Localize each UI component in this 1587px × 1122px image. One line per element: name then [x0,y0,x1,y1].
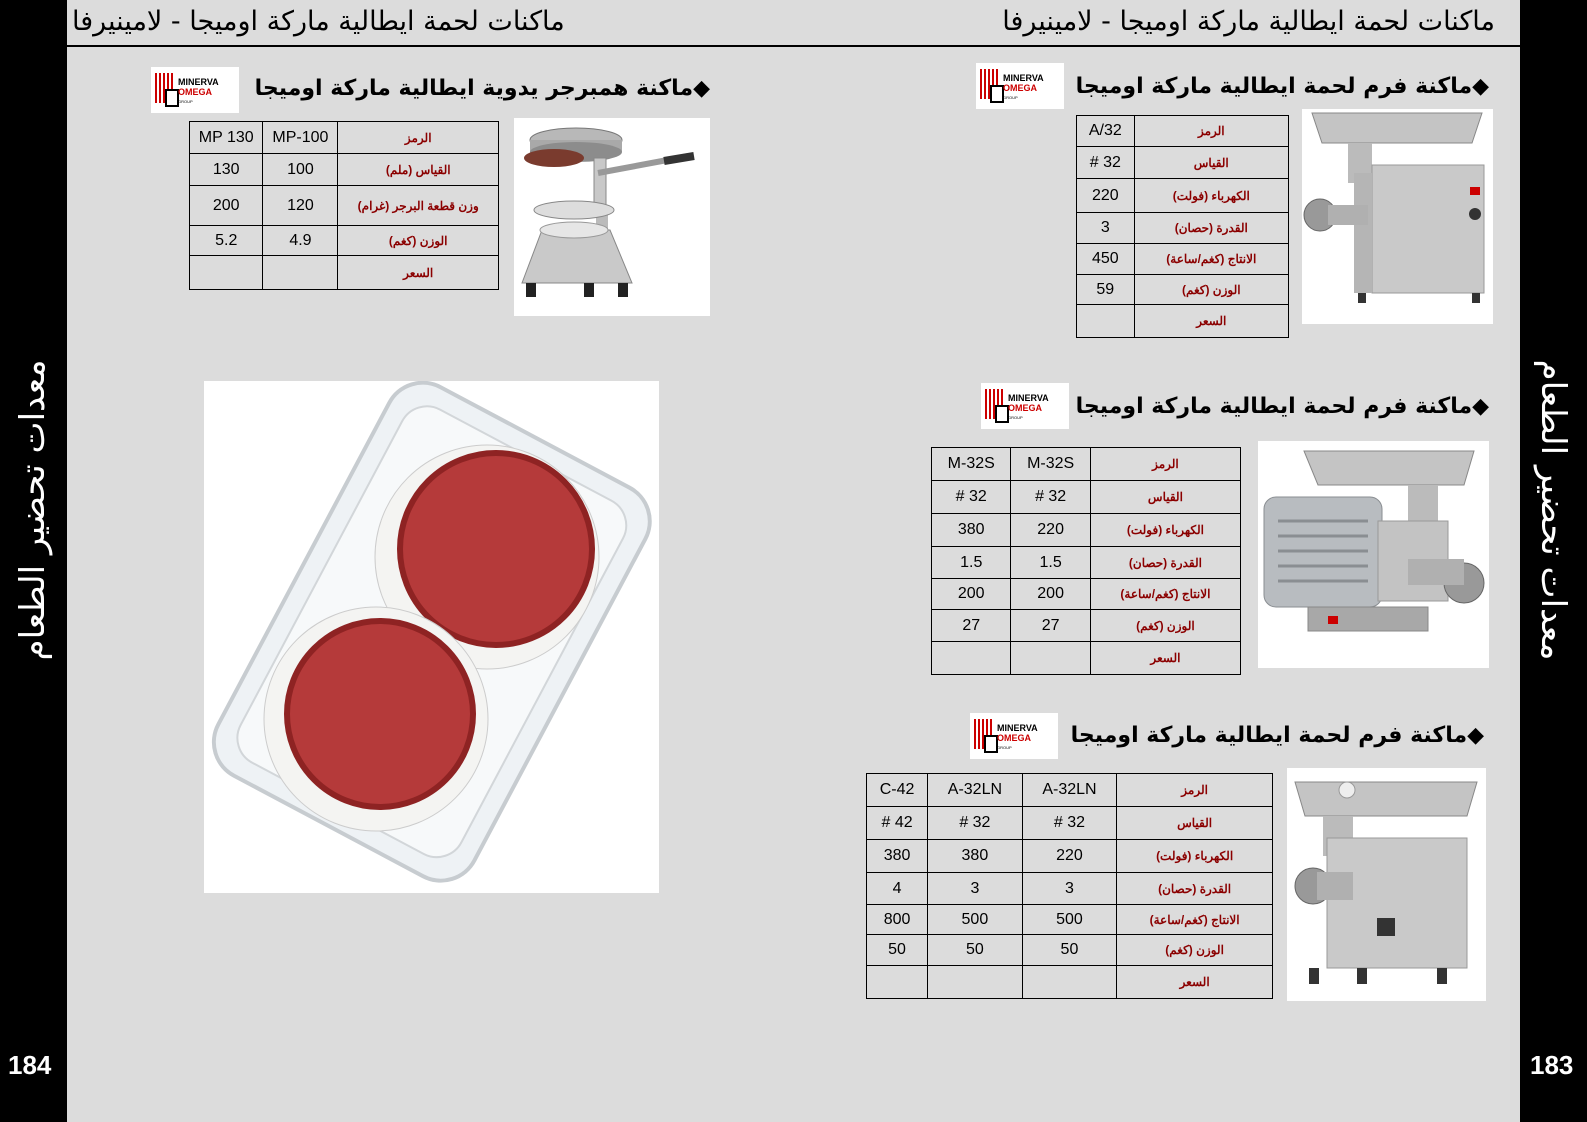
table-cell: 220 [1077,179,1135,213]
table-row [932,610,1241,642]
table-cell: 380 [928,840,1023,873]
mincer3-photo [1287,768,1486,1001]
table-row [867,966,1273,999]
table-row [932,481,1241,514]
table-cell: 32 # [932,481,1011,514]
mincer3-section-title: ◆ماكنة فرم لحمة ايطالية ماركة اوميجا [1070,723,1484,748]
table-row [932,514,1241,547]
table-cell: 27 [1011,610,1090,642]
table-cell: 59 [1077,275,1135,305]
row-label: الانتاج (كغم/ساعة) [1117,905,1273,935]
table-cell: 120 [263,186,338,226]
table-cell: 4 [867,873,928,905]
row-label: القياس [1134,147,1288,179]
table-row [1077,213,1289,244]
row-label: القياس [1090,481,1240,514]
row-label: القياس (ملم) [338,154,499,186]
table-cell: 32 # [928,807,1023,840]
table-cell: 1.5 [1011,547,1090,579]
table-cell: 32 # [1077,147,1135,179]
minerva-omega-logo: MINERVA OMEGA GROUP [151,67,239,113]
table-cell: 220 [1022,840,1117,873]
table-cell: 200 [190,186,263,226]
row-label: القدرة (حصان) [1090,547,1240,579]
table-row [867,840,1273,873]
table-cell: 50 [928,935,1023,966]
row-label: الرمز [1090,448,1240,481]
table-cell: 380 [932,514,1011,547]
left-side-title: معدات تحضير الطعام [13,359,53,661]
table-row [1077,244,1289,275]
right-side-title: معدات تحضير الطعام [1533,359,1573,661]
table-cell: A-32LN [1022,774,1117,807]
table-cell: 380 [867,840,928,873]
right-header-title: ماكنات لحمة ايطالية ماركة اوميجا - لامينيرفا [1002,6,1495,37]
table-cell: 130 [190,154,263,186]
mincer1-section-title: ◆ماكنة فرم لحمة ايطالية ماركة اوميجا [1075,74,1489,99]
table-cell: MP 130 [190,122,263,154]
table-cell: 32 # [1011,481,1090,514]
right-sidebar [1520,0,1587,1122]
row-label: القياس [1117,807,1273,840]
table-row [932,547,1241,579]
burger-spec-table [189,121,499,290]
table-row [867,807,1273,840]
table-cell: C-42 [867,774,928,807]
table-cell [932,642,1011,675]
table-row [190,226,499,256]
table-cell: A/32 [1077,116,1135,147]
table-row [932,579,1241,610]
minerva-omega-logo: MINERVA OMEGA GROUP [970,713,1058,759]
row-label: الرمز [1117,774,1273,807]
table-cell: 500 [1022,905,1117,935]
table-cell: 50 [1022,935,1117,966]
table-cell [1022,966,1117,999]
table-cell: 5.2 [190,226,263,256]
table-cell [1077,305,1135,338]
table-cell: M-32S [932,448,1011,481]
right-page-number: 183 [1530,1050,1574,1080]
table-cell: 450 [1077,244,1135,275]
table-row [1077,275,1289,305]
header-divider [67,45,1520,47]
left-sidebar [0,0,67,1122]
table-row [190,122,499,154]
table-cell: 100 [263,154,338,186]
table-cell: 42 # [867,807,928,840]
row-label: السعر [1134,305,1288,338]
mincer1-photo [1302,109,1493,324]
mincer2-spec-table [931,447,1241,675]
row-label: الكهرباء (فولت) [1117,840,1273,873]
table-cell [1011,642,1090,675]
table-row [190,154,499,186]
row-label: الوزن (كغم) [1090,610,1240,642]
minerva-omega-logo: MINERVA OMEGA GROUP [981,383,1069,429]
table-cell: M-32S [1011,448,1090,481]
table-row [190,186,499,226]
table-cell: 800 [867,905,928,935]
row-label: السعر [338,256,499,290]
table-cell [190,256,263,290]
row-label: الكهرباء (فولت) [1090,514,1240,547]
table-row [932,448,1241,481]
table-cell: 50 [867,935,928,966]
table-row [190,256,499,290]
table-cell [928,966,1023,999]
left-header-title: ماكنات لحمة ايطالية ماركة اوميجا - لامينيرفا [72,6,565,37]
burger-press-photo [514,118,710,316]
mincer3-spec-table [866,773,1273,999]
row-label: وزن قطعة البرجر (غرام) [338,186,499,226]
table-cell: 1.5 [932,547,1011,579]
row-label: الرمز [1134,116,1288,147]
mincer2-photo [1258,441,1489,668]
row-label: الكهرباء (فولت) [1134,179,1288,213]
row-label: الرمز [338,122,499,154]
left-page-number: 184 [8,1050,52,1080]
table-row [932,642,1241,675]
table-cell: 4.9 [263,226,338,256]
table-cell: 200 [932,579,1011,610]
table-cell: 3 [1022,873,1117,905]
row-label: الانتاج (كغم/ساعة) [1090,579,1240,610]
row-label: السعر [1090,642,1240,675]
table-cell: 220 [1011,514,1090,547]
row-label: الوزن (كغم) [338,226,499,256]
minerva-omega-logo: MINERVA OMEGA GROUP [976,63,1064,109]
table-row [1077,179,1289,213]
row-label: الوزن (كغم) [1117,935,1273,966]
row-label: الانتاج (كغم/ساعة) [1134,244,1288,275]
table-row [867,905,1273,935]
table-cell: 200 [1011,579,1090,610]
table-cell: 3 [1077,213,1135,244]
table-cell: MP-100 [263,122,338,154]
row-label: القدرة (حصان) [1117,873,1273,905]
row-label: الوزن (كغم) [1134,275,1288,305]
table-cell: 500 [928,905,1023,935]
mincer2-section-title: ◆ماكنة فرم لحمة ايطالية ماركة اوميجا [1075,394,1489,419]
table-cell: 27 [932,610,1011,642]
table-cell: A-32LN [928,774,1023,807]
table-cell: 3 [928,873,1023,905]
table-cell [867,966,928,999]
row-label: القدرة (حصان) [1134,213,1288,244]
burger-section-title: ◆ماكنة همبرجر يدوية ايطالية ماركة اوميجا [254,76,710,101]
table-row [867,935,1273,966]
table-row [1077,147,1289,179]
mincer1-spec-table [1076,115,1289,338]
table-cell [263,256,338,290]
burger-patties-photo [204,381,659,893]
table-row [1077,116,1289,147]
table-row [1077,305,1289,338]
table-cell: 32 # [1022,807,1117,840]
row-label: السعر [1117,966,1273,999]
table-row [867,873,1273,905]
table-row [867,774,1273,807]
